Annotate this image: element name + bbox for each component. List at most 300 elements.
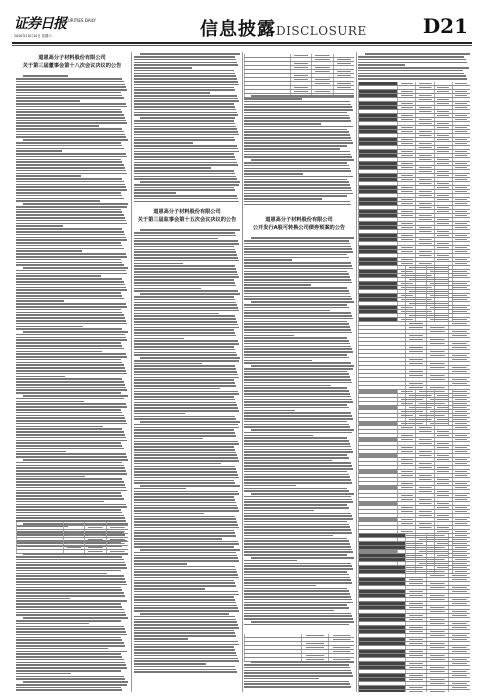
text-line [358, 62, 467, 64]
text-line [16, 211, 122, 213]
table-cell [358, 222, 397, 225]
text-line [134, 424, 238, 426]
table-cell [426, 382, 448, 385]
table-cell [358, 690, 405, 692]
text-line [134, 304, 237, 306]
text-line [244, 424, 349, 426]
text-line [16, 326, 83, 328]
table-cell [397, 238, 415, 241]
text-line [16, 498, 124, 500]
text-line [244, 565, 352, 567]
table-cell [434, 162, 452, 165]
table-cell [448, 370, 470, 373]
table-cell [358, 662, 405, 665]
table-cell [434, 422, 452, 425]
table-cell [358, 330, 405, 333]
table-cell [448, 602, 470, 605]
table-cell [397, 154, 415, 157]
table-cell [397, 466, 415, 469]
table-cell [397, 454, 415, 457]
table-cell [358, 570, 405, 573]
table-cell [397, 530, 415, 533]
table-cell [434, 218, 452, 221]
table-cell [106, 538, 128, 541]
table-cell [434, 174, 452, 177]
table-cell [358, 230, 397, 233]
table-cell [397, 498, 415, 501]
text-line [16, 109, 121, 111]
text-line [244, 596, 351, 598]
table-cell [397, 114, 415, 117]
text-line [134, 189, 235, 191]
table-cell [358, 258, 397, 261]
text-line [16, 392, 121, 394]
table-cell [405, 610, 427, 613]
text-line [244, 173, 303, 175]
table-cell [448, 274, 470, 277]
text-line [244, 98, 302, 100]
table-cell [426, 290, 448, 293]
table-cell [358, 518, 397, 521]
text-line [16, 270, 126, 272]
text-line [134, 541, 238, 543]
text-line [134, 574, 238, 576]
table-cell [358, 614, 405, 617]
text-line [16, 234, 125, 236]
table-cell [358, 274, 405, 277]
text-line [16, 587, 121, 589]
table-cell [452, 98, 470, 101]
table-cell [448, 654, 470, 657]
article-headline-company: 道恩高分子材料股份有限公司 [153, 209, 221, 215]
table-cell [452, 234, 470, 237]
table-cell [426, 574, 448, 577]
text-line [358, 59, 466, 61]
text-line [244, 385, 331, 387]
table-cell [358, 390, 397, 393]
text-line [134, 577, 239, 579]
text-line [244, 396, 351, 398]
table-cell [397, 514, 415, 517]
text-line [244, 507, 349, 509]
table-cell [452, 510, 470, 513]
table-cell [426, 346, 448, 349]
text-line [244, 532, 352, 534]
text-line [134, 482, 235, 484]
table-cell [16, 538, 63, 541]
text-line [244, 346, 351, 348]
table-cell [358, 182, 397, 185]
text-line [134, 254, 237, 256]
text-line [244, 262, 351, 264]
table-cell [452, 242, 470, 245]
text-line [16, 673, 71, 675]
text-line [244, 474, 349, 476]
text-line [134, 555, 237, 557]
table-cell [397, 526, 415, 529]
table-cell [415, 434, 433, 437]
table-cell [106, 534, 128, 537]
table-cell [426, 650, 448, 653]
table-cell [434, 446, 452, 449]
text-line [16, 426, 103, 428]
table-cell [358, 582, 405, 585]
text-line [134, 192, 176, 194]
table-cell [358, 214, 397, 217]
table-cell [434, 518, 452, 521]
article-headline [134, 208, 240, 224]
text-line [134, 505, 237, 507]
table-cell [415, 506, 433, 509]
table-cell [405, 654, 427, 657]
text-line [244, 154, 351, 156]
table-cell [311, 78, 332, 81]
table-cell [405, 594, 427, 597]
table-cell [358, 234, 397, 237]
table-cell [415, 162, 433, 165]
table-cell [452, 82, 470, 85]
text-line [134, 285, 236, 287]
table-cell [301, 634, 327, 637]
text-line [16, 442, 121, 444]
text-line [16, 359, 121, 361]
text-line [244, 137, 351, 139]
text-line [244, 351, 353, 353]
table-cell [448, 630, 470, 633]
table-cell [358, 630, 405, 633]
table-cell [333, 54, 354, 57]
text-line [134, 346, 234, 348]
table-cell [311, 74, 332, 77]
text-line [244, 142, 353, 144]
text-line [134, 569, 236, 571]
table-cell [405, 642, 427, 645]
text-line [16, 509, 121, 511]
table-cell [415, 446, 433, 449]
table-cell [397, 122, 415, 125]
table-cell [358, 670, 405, 673]
table-cell [106, 526, 128, 529]
table-cell [358, 138, 397, 141]
text-line [134, 290, 238, 292]
text-line [16, 684, 127, 686]
text-line [16, 153, 126, 155]
text-line [16, 186, 126, 188]
text-line [244, 526, 350, 528]
text-line [134, 524, 238, 526]
table-cell [358, 462, 397, 465]
table-cell [448, 290, 470, 293]
text-line [16, 273, 127, 275]
table-cell [405, 602, 427, 605]
table-cell [452, 394, 470, 397]
table-cell [415, 406, 433, 409]
text-line [244, 551, 353, 553]
table-cell [397, 450, 415, 453]
table-cell [426, 558, 448, 561]
text-line [134, 621, 237, 623]
table-cell [434, 458, 452, 461]
text-line [16, 378, 122, 380]
table-cell [358, 166, 397, 169]
table-cell [415, 482, 433, 485]
table-cell [244, 86, 290, 89]
table-cell [415, 402, 433, 405]
text-line [134, 566, 235, 568]
table-cell [426, 534, 448, 537]
table-cell [397, 126, 415, 129]
text-line [134, 619, 236, 621]
table-cell [434, 238, 452, 241]
table-cell [358, 494, 397, 497]
text-line [16, 373, 127, 375]
text-line [134, 67, 192, 69]
article-headline-company: 道恩高分子材料股份有限公司 [38, 55, 106, 61]
text-line [16, 120, 126, 122]
table-cell [452, 146, 470, 149]
table-cell [452, 406, 470, 409]
text-line [251, 365, 354, 367]
table-cell [415, 486, 433, 489]
text-line [244, 485, 296, 487]
table-cell [397, 410, 415, 413]
table-cell [358, 322, 405, 325]
text-line [134, 546, 234, 548]
table-cell [397, 254, 415, 257]
table-cell [405, 662, 427, 665]
text-line [244, 449, 352, 451]
text-line [134, 81, 238, 83]
table-cell [415, 238, 433, 241]
table-cell [358, 514, 397, 517]
table-cell [358, 522, 397, 525]
table-cell [434, 202, 452, 205]
text-line [16, 195, 122, 197]
table-cell [426, 550, 448, 553]
text-line [16, 606, 122, 608]
text-line [134, 468, 236, 470]
text-line [134, 95, 237, 97]
table-cell [358, 674, 405, 677]
text-line [140, 485, 240, 487]
text-line [134, 288, 201, 290]
table-cell [405, 546, 427, 549]
text-line [16, 501, 104, 503]
text-line [134, 198, 238, 200]
text-line [244, 246, 351, 248]
text-line [16, 353, 126, 355]
table-cell [448, 298, 470, 301]
text-line [244, 518, 353, 520]
dateline: 2020年10月10日 星期六 [14, 34, 52, 38]
table-cell [448, 558, 470, 561]
table-cell [397, 170, 415, 173]
table-cell [434, 522, 452, 525]
table-cell [358, 98, 397, 101]
table-cell [397, 518, 415, 521]
table-cell [358, 198, 397, 201]
text-line [244, 284, 311, 286]
text-line [16, 401, 84, 403]
text-line [16, 595, 125, 597]
table-cell [333, 86, 354, 89]
table-cell [434, 158, 452, 161]
table-cell [415, 518, 433, 521]
table-cell [434, 246, 452, 249]
text-line [16, 467, 125, 469]
table-cell [405, 350, 427, 353]
text-line [244, 607, 349, 609]
table-cell [415, 438, 433, 441]
text-line [134, 240, 238, 242]
text-line [134, 360, 239, 362]
table-cell [452, 498, 470, 501]
text-line [16, 275, 101, 277]
text-line [244, 140, 352, 142]
table-cell [84, 538, 106, 541]
table-cell [415, 194, 433, 197]
table-cell [358, 90, 397, 93]
text-line [134, 463, 221, 465]
text-line [244, 276, 350, 278]
table-cell [405, 674, 427, 677]
table-cell [434, 494, 452, 497]
table-cell [311, 70, 332, 73]
table-cell [448, 354, 470, 357]
table-cell [358, 118, 397, 121]
table-cell [426, 670, 448, 673]
text-line [134, 173, 235, 175]
table-cell [397, 226, 415, 229]
table-cell [448, 542, 470, 545]
text-line [16, 628, 125, 630]
table-cell [415, 254, 433, 257]
table-cell [452, 170, 470, 173]
body-text-block [358, 52, 470, 80]
table-cell [405, 282, 427, 285]
table-cell [415, 142, 433, 145]
text-line [134, 471, 237, 473]
table-cell [397, 506, 415, 509]
table-cell [426, 630, 448, 633]
text-line [134, 377, 239, 379]
table-cell [328, 638, 354, 641]
table-cell [434, 438, 452, 441]
table-cell [290, 66, 311, 69]
text-line [16, 189, 127, 191]
table-cell [397, 162, 415, 165]
table-cell [358, 134, 397, 137]
text-line [244, 390, 349, 392]
table-cell [452, 414, 470, 417]
table-cell [415, 202, 433, 205]
table-cell [358, 506, 397, 509]
text-line [134, 324, 238, 326]
text-line [134, 296, 234, 298]
text-line [16, 567, 127, 569]
text-line [16, 122, 127, 124]
table-cell [448, 382, 470, 385]
text-line [134, 443, 239, 445]
table-cell [434, 430, 452, 433]
table-cell [358, 110, 397, 113]
text-line [244, 602, 353, 604]
text-line [244, 251, 353, 253]
table-cell [415, 450, 433, 453]
masthead-rule [12, 42, 472, 44]
table-cell [448, 562, 470, 565]
table-cell [405, 682, 427, 685]
text-line [134, 599, 235, 601]
table-cell [452, 126, 470, 129]
table-cell [397, 406, 415, 409]
body-text-block [244, 94, 354, 205]
table-cell [434, 110, 452, 113]
text-line [16, 573, 107, 575]
text-line [134, 251, 236, 253]
financial-table [358, 534, 470, 684]
table-cell [358, 318, 405, 321]
text-line [16, 506, 127, 508]
table-cell [434, 514, 452, 517]
text-line [134, 184, 239, 186]
text-line [134, 268, 236, 270]
table-cell [405, 666, 427, 669]
text-line [16, 634, 127, 636]
table-cell [415, 106, 433, 109]
table-cell [426, 278, 448, 281]
text-line [134, 502, 236, 504]
text-line [134, 624, 238, 626]
table-cell [397, 194, 415, 197]
table-cell [452, 166, 470, 169]
table-cell [415, 258, 433, 261]
text-line [244, 273, 349, 275]
table-cell [426, 338, 448, 341]
text-line [244, 681, 349, 683]
text-line [134, 131, 238, 133]
table-cell [290, 62, 311, 65]
table-cell [434, 102, 452, 105]
table-cell [358, 526, 397, 529]
table-cell [16, 542, 63, 545]
table-cell [415, 522, 433, 525]
table-cell [448, 586, 470, 589]
table-cell [415, 418, 433, 421]
table-cell [84, 546, 106, 549]
text-line [16, 384, 125, 386]
table-cell [426, 306, 448, 309]
table-cell [290, 82, 311, 85]
text-line [244, 187, 351, 189]
article-headline-company: 道恩高分子材料股份有限公司 [265, 217, 333, 223]
section-title-english: DISCLOSURE [276, 24, 367, 38]
table-cell [434, 454, 452, 457]
text-line [244, 482, 352, 484]
text-line [134, 527, 239, 529]
table-cell [358, 474, 397, 477]
text-line [16, 214, 124, 216]
text-line [134, 310, 239, 312]
table-cell [397, 490, 415, 493]
table-cell [434, 530, 452, 533]
table-cell [358, 250, 397, 253]
table-cell [405, 302, 427, 305]
text-line [16, 456, 127, 458]
text-line [16, 481, 124, 483]
table-cell [426, 538, 448, 541]
text-line [16, 584, 127, 586]
